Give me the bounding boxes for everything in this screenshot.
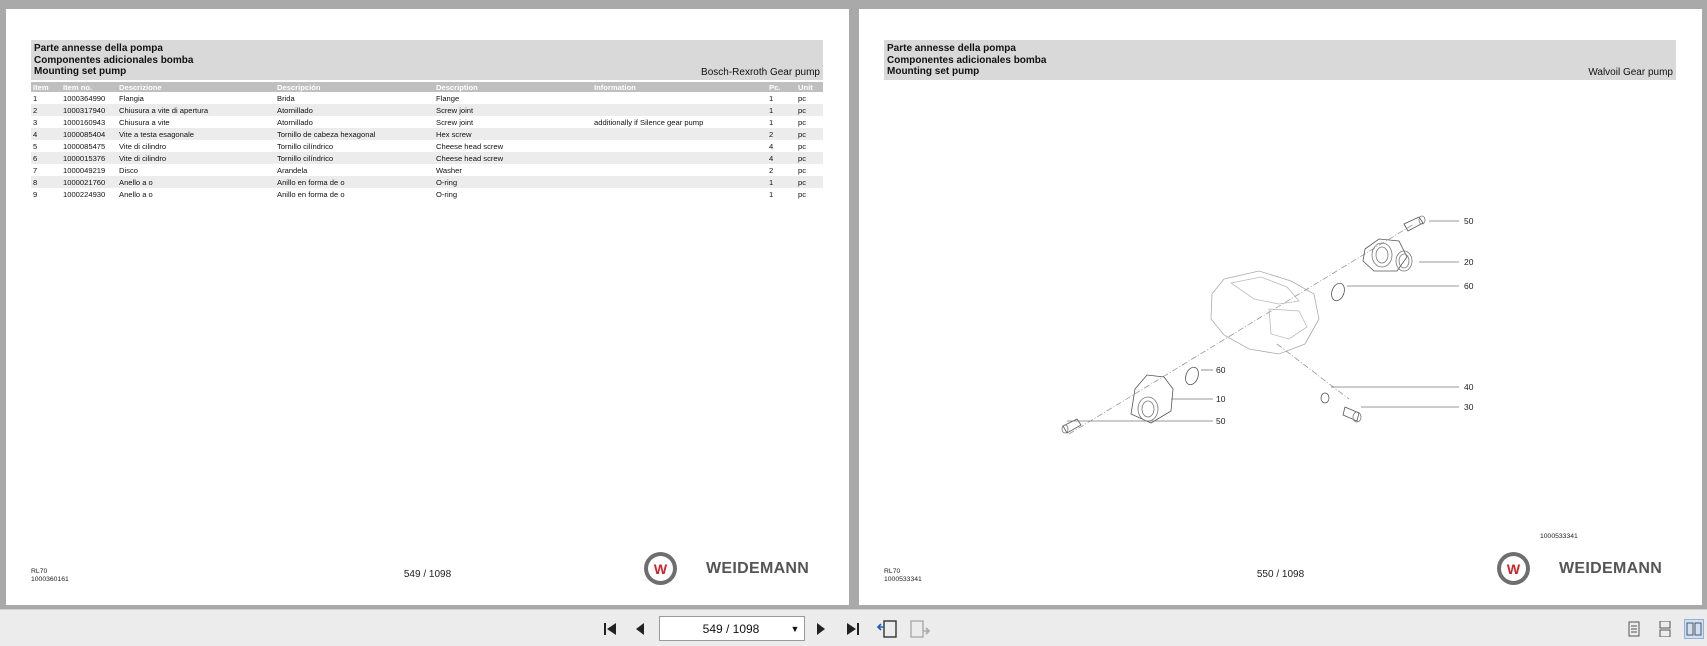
table-row [31,176,823,188]
title-english: Mounting set pump [887,66,980,77]
flange-upper-drawing [1363,239,1412,271]
table-cell [592,128,767,140]
table-cell [592,188,767,200]
table-cell: pc [798,93,807,103]
table-cell: pc [796,128,823,140]
table-cell: Arandela [277,165,308,175]
model-name: RL70 [31,568,48,575]
parts-table [31,82,823,200]
table-cell: 1 [769,189,774,199]
last-page-icon[interactable] [843,618,863,640]
table-cell: 2 [31,104,61,116]
go-forward-icon[interactable] [908,618,932,640]
drawing-number: 1000533341 [1540,533,1578,540]
o-ring-upper-drawing [1329,281,1346,302]
table-cell: O-ring [436,189,458,199]
callout-10: 10 [1216,394,1226,404]
table-cell: 1000049219 [63,165,106,175]
table-cell: Vite di cilindro [117,152,275,164]
table-cell: 2 [767,128,796,140]
table-cell: 1000085404 [61,128,117,140]
table-cell [592,176,767,188]
column-header: Item no. [61,82,117,92]
pump-type: Walvoil Gear pump [1588,67,1673,78]
table-cell: Disco [119,165,138,175]
table-cell [592,140,767,152]
table-cell: Chiusura a vite di apertura [117,104,275,116]
table-cell: 4 [767,152,796,164]
table-cell [592,152,767,164]
title-italian: Parte annesse della pompa [34,43,163,54]
table-cell: 5 [33,141,38,151]
page-number: 550 / 1098 [1256,569,1305,580]
logo-wordmark: WEIDEMANN [1559,560,1663,577]
title-english: Mounting set pump [34,66,127,77]
table-cell: Cheese head screw [436,141,504,151]
column-header: Descripción [275,82,434,92]
flange-lower-drawing [1131,375,1173,423]
table-cell: pc [796,104,823,116]
table-cell: Tornillo cilíndrico [275,152,434,164]
prev-page-icon[interactable] [630,618,650,640]
pump-type: Bosch-Rexroth Gear pump [701,67,820,78]
table-cell: Tornillo cilíndrico [277,141,334,151]
model-name: RL70 [884,568,901,575]
first-page-icon[interactable] [600,618,620,640]
table-cell: Screw joint [436,117,474,127]
table-cell: 1000015376 [61,152,117,164]
table-cell: 1 [769,117,774,127]
title-spanish: Componentes adicionales bomba [887,54,1047,66]
table-cell: Vite di cilindro [119,141,167,151]
table-cell [592,164,767,176]
page-indicator[interactable]: 549 / 1098 [702,621,760,636]
single-page-icon[interactable] [1624,619,1644,639]
dropdown-icon[interactable]: ▼ [790,623,800,634]
table-cell: 1000317940 [61,104,117,116]
table-cell: Atornillado [277,117,313,127]
title-spanish: Componentes adicionales bomba [34,54,194,66]
table-row [31,104,823,116]
callout-60-top: 60 [1464,281,1474,291]
weidemann-logo [644,551,834,587]
table-cell: 9 [33,189,38,199]
table-cell: Flangia [119,93,144,103]
page-number: 549 / 1098 [403,569,452,580]
weidemann-logo [1497,551,1687,587]
two-page-icon[interactable] [1684,619,1704,639]
go-back-icon[interactable] [875,618,899,640]
table-cell: 6 [31,152,61,164]
washer-drawing [1321,393,1329,403]
title-italian: Parte annesse della pompa [887,43,1016,54]
pump-body-drawing [1211,271,1319,354]
table-cell: Washer [436,165,462,175]
page-550 [859,9,1702,605]
table-cell: Tornillo de cabeza hexagonal [275,128,434,140]
page-number-input[interactable] [659,616,805,641]
table-cell: 1000021760 [61,176,117,188]
callout-20: 20 [1464,257,1474,267]
table-cell: 7 [33,165,38,175]
table-row [31,152,823,164]
table-cell: pc [798,189,807,199]
navigation-toolbar [0,609,1707,646]
table-cell: pc [798,141,807,151]
table-cell: pc [796,152,823,164]
o-ring-lower-drawing [1183,365,1200,386]
table-cell: pc [798,165,807,175]
document-number: 1000360161 [31,576,69,583]
table-cell: 1000364990 [63,93,106,103]
table-cell [592,104,767,116]
table-cell: additionally if Silence gear pump [594,117,704,127]
table-cell: 1 [33,93,38,103]
table-cell: 1000160943 [63,117,106,127]
table-cell: Cheese head screw [434,152,592,164]
table-row [31,188,823,200]
hex-screw-drawing [1343,407,1361,422]
table-cell: Chiusura a vite [119,117,170,127]
table-cell: Vite a testa esagonale [117,128,275,140]
table-cell: Anello a o [117,176,275,188]
table-cell: Screw joint [434,104,592,116]
column-header: Information [592,82,767,92]
callout-60-bottom: 60 [1216,365,1226,375]
table-cell: O-ring [434,176,592,188]
callout-40: 40 [1464,382,1474,392]
table-cell: Hex screw [434,128,592,140]
column-header: Description [434,82,592,92]
callout-30: 30 [1464,402,1474,412]
table-cell: 2 [769,165,774,175]
screw-upper-drawing [1404,216,1425,231]
table-cell: 1 [767,176,796,188]
column-header: Item [31,82,61,92]
continuous-page-icon[interactable] [1655,619,1675,639]
callout-50-top: 50 [1464,216,1474,226]
table-cell: 8 [31,176,61,188]
table-cell: 3 [33,117,38,127]
column-header: Pc. [767,82,796,92]
table-cell: 1 [767,104,796,116]
page-header [31,40,823,80]
table-cell: Anello a o [119,189,153,199]
logo-emblem-icon: W [644,552,677,585]
table-cell: Atornillado [275,104,434,116]
table-cell: Flange [436,93,460,103]
table-cell: pc [798,117,807,127]
logo-emblem-icon: W [1497,552,1530,585]
column-header: Descrizione [117,82,275,92]
document-number: 1000533341 [884,576,922,583]
table-cell [592,92,767,104]
table-cell: Anillo en forma de o [277,189,345,199]
next-page-icon[interactable] [811,618,831,640]
logo-wordmark: WEIDEMANN [706,560,810,577]
table-row [31,164,823,176]
table-cell: 1000085475 [63,141,106,151]
column-header: Unit [796,82,823,92]
exploded-parts-diagram [859,9,1702,605]
table-cell: pc [796,176,823,188]
table-cell: 1 [769,93,774,103]
table-row [31,92,823,104]
table-cell: Anillo en forma de o [275,176,434,188]
callout-50-bottom: 50 [1216,416,1226,426]
table-cell: Brida [277,93,295,103]
table-cell: 1000224930 [63,189,106,199]
table-row [31,116,823,128]
table-row [31,128,823,140]
table-row [31,140,823,152]
page-549 [6,9,849,605]
table-header-row [31,82,823,92]
table-cell: 4 [769,141,774,151]
table-cell: 4 [31,128,61,140]
